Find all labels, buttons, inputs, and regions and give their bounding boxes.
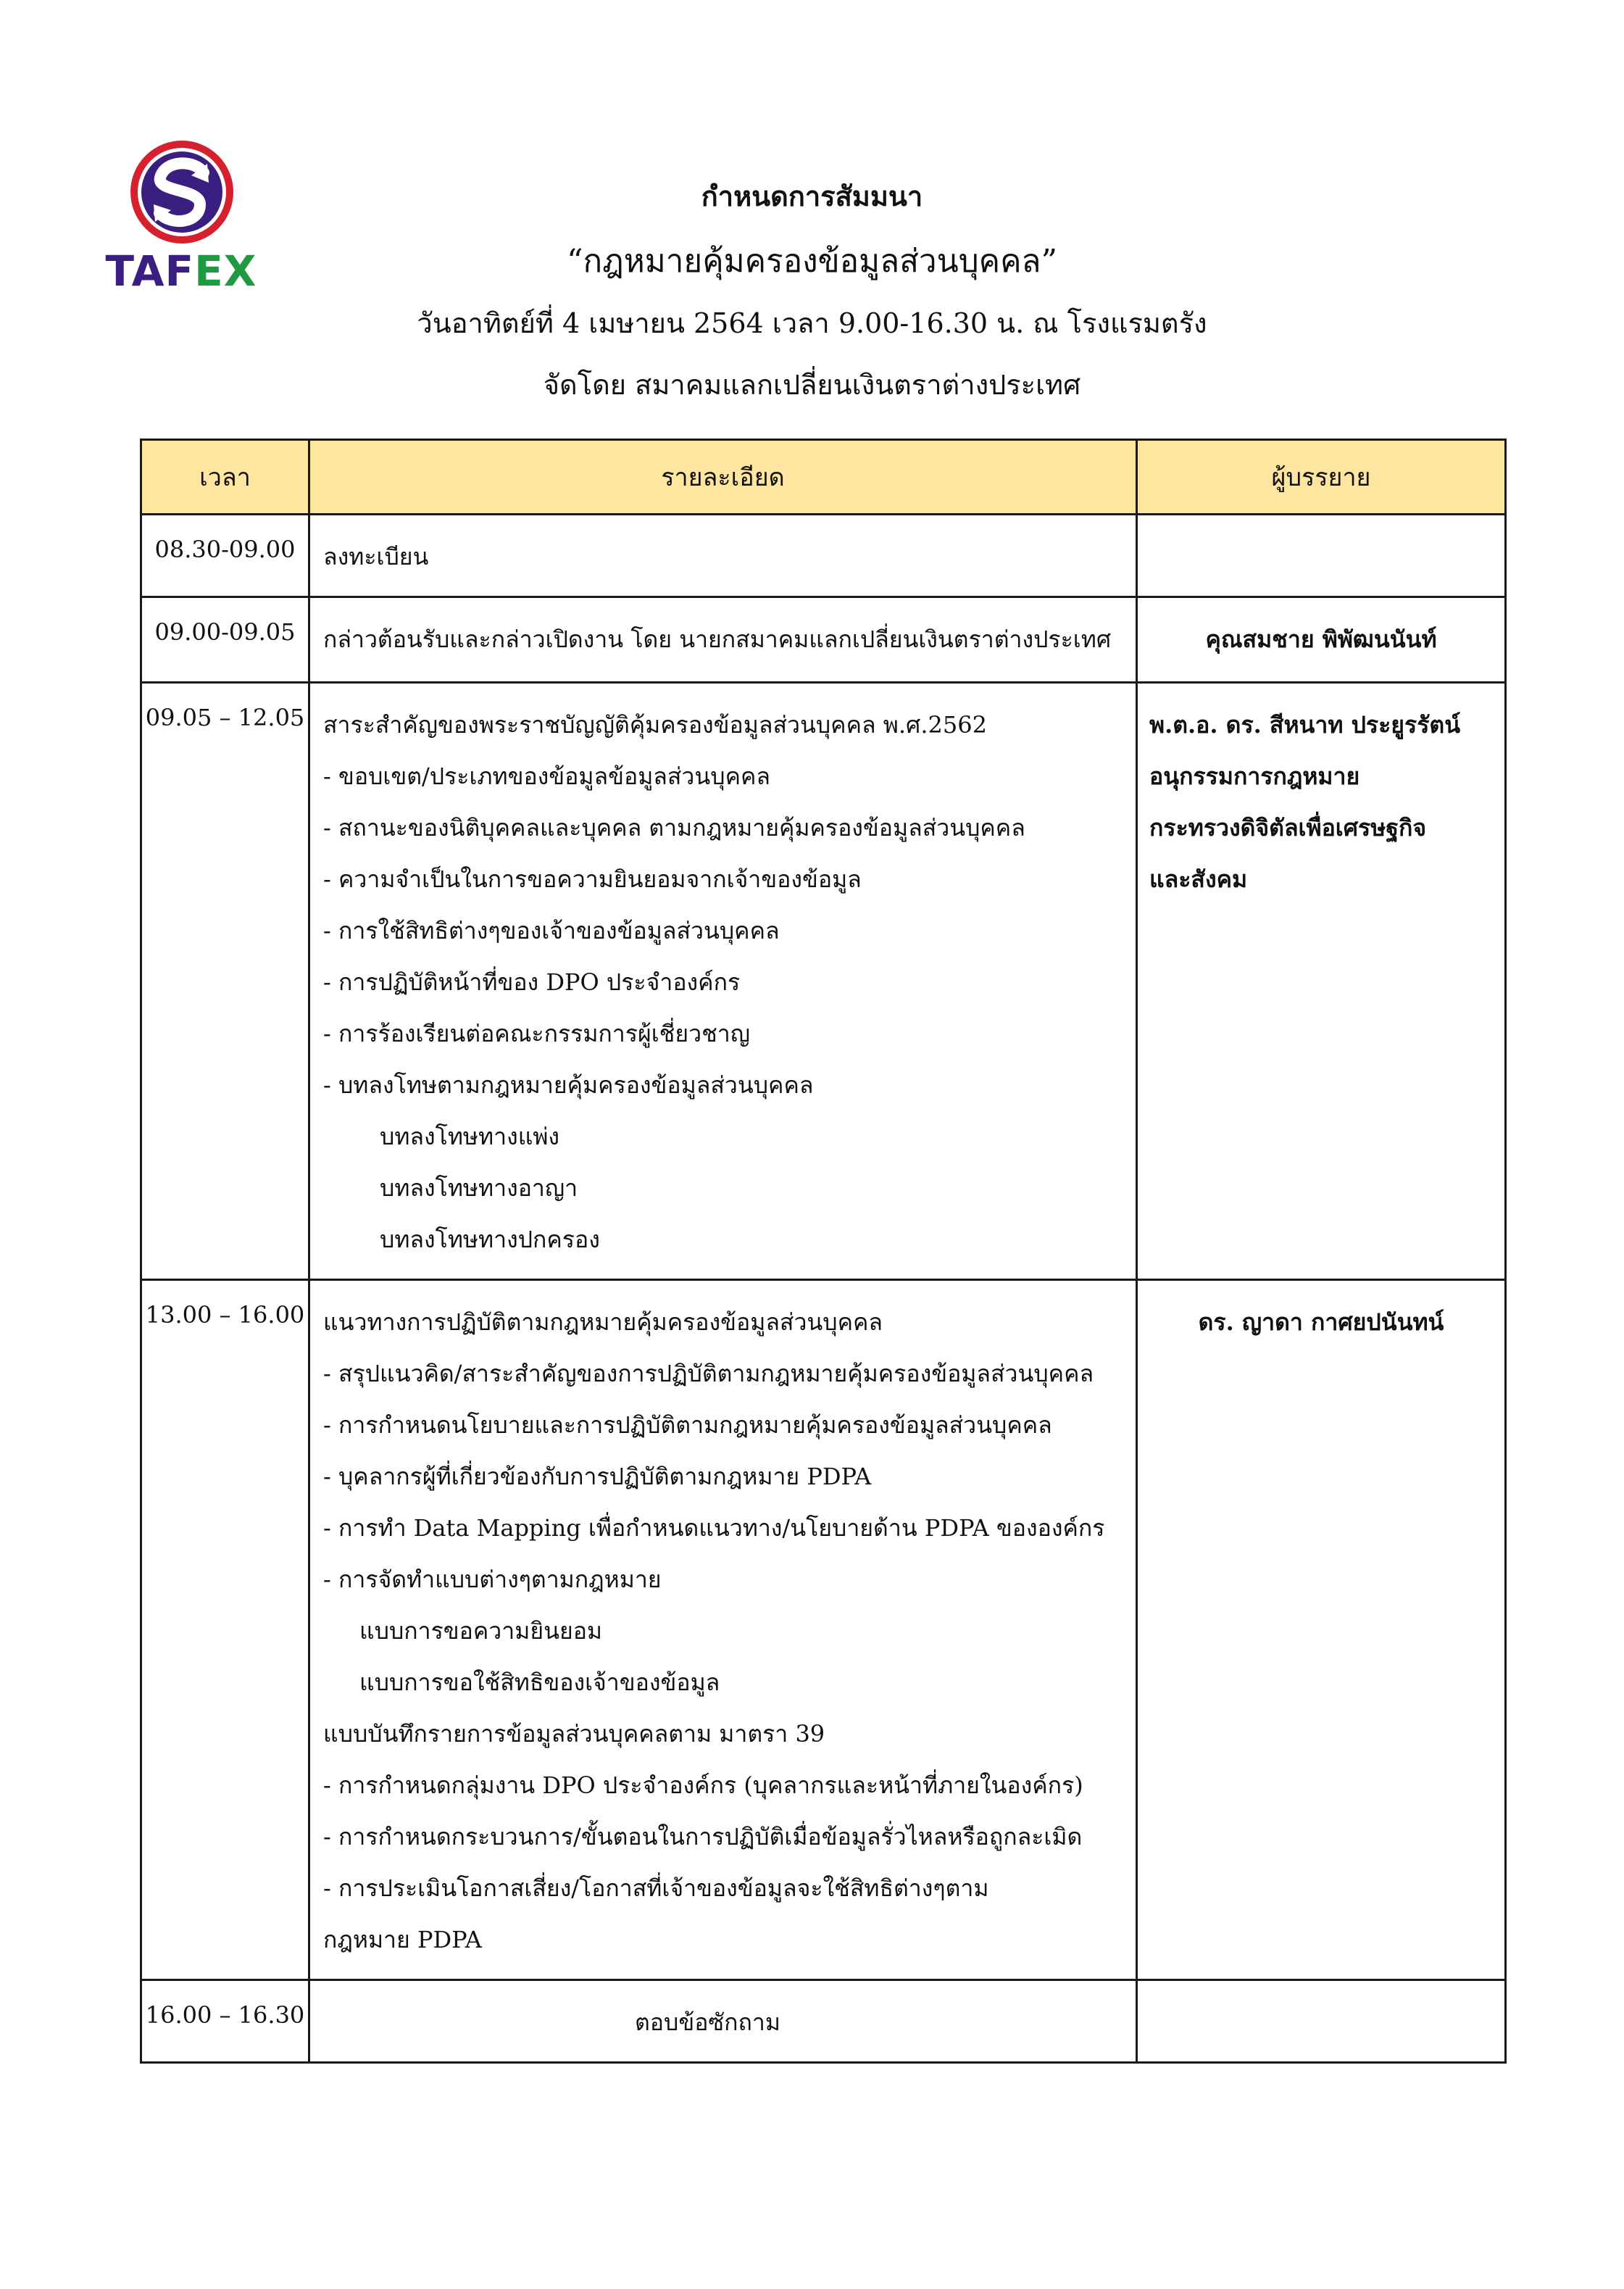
table-row (141, 597, 1506, 683)
detail-line: - ความจำเป็นในการขอความยินยอมจากเจ้าของข้อมูล (323, 865, 862, 893)
detail-subline: บทลงโทษทางปกครอง (380, 1226, 600, 1253)
detail-subline: บทลงโทษทางอาญา (380, 1174, 578, 1202)
detail-line: - การปฏิบัติหน้าที่ของ DPO ประจำองค์กร (323, 968, 741, 996)
row-speaker (1137, 683, 1506, 1280)
detail-line: สาระสำคัญของพระราชบัญญัติคุ้มครองข้อมูลส่วนบุคคล พ.ศ.2562 (323, 711, 987, 739)
speaker-org: และสังคม (1149, 865, 1248, 893)
agenda-table (140, 439, 1507, 2064)
detail-line: กล่าวต้อนรับและกล่าวเปิดงาน โดย นายกสมาคมแลกเปลี่ยนเงินตราต่างประเทศ (323, 626, 1112, 653)
detail-line: - บทลงโทษตามกฎหมายคุ้มครองข้อมูลส่วนบุคคล (323, 1071, 814, 1099)
detail-subline: บทลงโทษทางแพ่ง (380, 1123, 560, 1150)
table-row (141, 683, 1506, 1280)
row-speaker (1137, 1280, 1506, 1980)
detail-line: - สถานะของนิติบุคคลและบุคคล ตามกฎหมายคุ้มครองข้อมูลส่วนบุคคล (323, 814, 1025, 842)
table-row (141, 515, 1506, 597)
detail-line: - สรุปแนวคิด/สาระสำคัญของการปฏิบัติตามกฎหมายคุ้มครองข้อมูลส่วนบุคคล (323, 1360, 1094, 1387)
detail-line: - บุคลากรผู้ที่เกี่ยวข้องกับการปฏิบัติตามกฎหมาย PDPA (323, 1463, 872, 1490)
speaker-name: พ.ต.อ. ดร. สีหนาท ประยูรรัตน์ (1149, 711, 1461, 739)
column-header-details: รายละเอียด (309, 440, 1137, 515)
row-details (309, 597, 1137, 683)
column-header-time: เวลา (141, 440, 309, 515)
seminar-date-place: วันอาทิตย์ที่ 4 เมษายน 2564 เวลา 9.00-16.30 น. ณ โรงแรมตรัง (417, 307, 1207, 339)
seminar-organizer: จัดโดย สมาคมแลกเปลี่ยนเงินตราต่างประเทศ (543, 369, 1081, 401)
detail-line: - การจัดทำแบบต่างๆตามกฎหมาย (323, 1566, 662, 1593)
detail-line: กฎหมาย PDPA (323, 1926, 482, 1953)
speaker-name: คุณสมชาย พิพัฒนนันท์ (1205, 626, 1437, 653)
detail-subline: แบบการขอความยินยอม (359, 1617, 602, 1645)
row-time: 13.00 – 16.00 (141, 1280, 309, 1980)
detail-line: - การทำ Data Mapping เพื่อกำหนดแนวทาง/นโยบายด้าน PDPA ขององค์กร (323, 1514, 1105, 1542)
detail-line: - การกำหนดกระบวนการ/ขั้นตอนในการปฏิบัติเมื่อข้อมูลรั่วไหลหรือถูกละเมิด (323, 1823, 1083, 1850)
detail-line: - ขอบเขต/ประเภทของข้อมูลข้อมูลส่วนบุคคล (323, 763, 770, 790)
tafex-logo-text: TAFEX (105, 246, 257, 296)
detail-line: ลงทะเบียน (323, 543, 429, 570)
speaker-title: อนุกรรมการกฎหมาย (1149, 763, 1360, 790)
detail-subline: แบบการขอใช้สิทธิของเจ้าของข้อมูล (359, 1669, 720, 1696)
seminar-title: กำหนดการสัมมนา (701, 180, 923, 212)
detail-line: - การกำหนดนโยบายและการปฏิบัติตามกฎหมายคุ้มครองข้อมูลส่วนบุคคล (323, 1411, 1052, 1439)
seminar-topic: “กฎหมายคุ้มครองข้อมูลส่วนบุคคล” (567, 243, 1057, 280)
table-row (141, 1280, 1506, 1980)
speaker-org: กระทรวงดิจิตัลเพื่อเศรษฐกิจ (1149, 814, 1427, 842)
speaker-name: ดร. ญาดา กาศยปนันทน์ (1198, 1308, 1444, 1336)
detail-line: ตอบข้อซักถาม (635, 2008, 780, 2036)
detail-line: - การกำหนดกลุ่มงาน DPO ประจำองค์กร (บุคลากรและหน้าที่ภายในองค์กร) (323, 1771, 1083, 1799)
detail-line: - การใช้สิทธิต่างๆของเจ้าของข้อมูลส่วนบุคคล (323, 917, 780, 944)
row-details (309, 683, 1137, 1280)
row-details (309, 1280, 1137, 1980)
detail-line: แนวทางการปฏิบัติตามกฎหมายคุ้มครองข้อมูลส่วนบุคคล (323, 1308, 883, 1336)
detail-line: แบบบันทึกรายการข้อมูลส่วนบุคคลตาม มาตรา 39 (323, 1720, 825, 1748)
column-header-speaker: ผู้บรรยาย (1137, 440, 1506, 515)
row-details (309, 1980, 1137, 2063)
table-row (141, 1980, 1506, 2063)
row-details (309, 515, 1137, 597)
row-speaker (1137, 515, 1506, 597)
row-time: 09.05 – 12.05 (141, 683, 309, 1280)
detail-line: - การประเมินโอกาสเสี่ยง/โอกาสที่เจ้าของข้อมูลจะใช้สิทธิต่างๆตาม (323, 1874, 989, 1902)
row-speaker (1137, 1980, 1506, 2063)
row-time: 16.00 – 16.30 (141, 1980, 309, 2063)
detail-line: - การร้องเรียนต่อคณะกรรมการผู้เชี่ยวชาญ (323, 1020, 751, 1047)
row-speaker (1137, 597, 1506, 683)
table-header-row (141, 440, 1506, 515)
row-time: 09.00-09.05 (141, 597, 309, 683)
row-time: 08.30-09.00 (141, 515, 309, 597)
